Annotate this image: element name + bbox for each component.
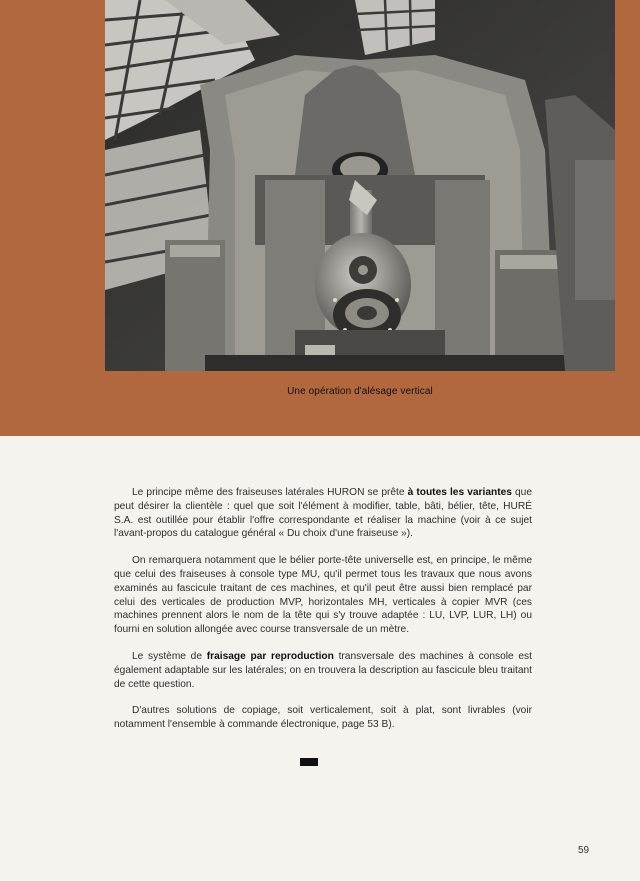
paragraph-2	[114, 554, 532, 637]
paragraph-3	[114, 650, 532, 691]
article-body	[114, 486, 532, 745]
paragraph-text: Le système de	[132, 650, 207, 662]
page-number: 59	[578, 845, 590, 856]
bold-phrase: fraisage par reproduction	[206, 650, 334, 662]
paragraph-text: Le principe même des fraiseuses latérales HURON se prête	[132, 487, 408, 498]
photo-caption: Une opération d'alésage vertical	[287, 386, 433, 397]
bold-phrase: à toutes les variantes	[407, 487, 512, 498]
paragraph-text: D'autres solutions de copiage, soit verticalement, soit à plat, sont livrables (voir notamment l'ensemble à commande électronique, page 53 B).	[114, 705, 532, 731]
boring-operation-illustration	[105, 0, 615, 371]
paragraph-4	[114, 704, 532, 732]
paragraph-text: que peut désirer la clientèle : quel que soit l'élément à modifier, table, bâti, bélier, tête, HURÉ S.A. est outillée pour établir l'offre correspondante et réaliser la machine (voir à ce sujet l'avant-propos du catalogue général « Du choix d'une fraiseuse »).	[114, 487, 533, 540]
paragraph-text: transversale des machines à console est également adaptable sur les latérales; on en trouvera la description au fascicule bleu traitant de cette question.	[114, 650, 532, 690]
machine-photo	[105, 0, 615, 371]
section-end-mark	[300, 758, 318, 766]
paragraph-text: On remarquera notamment que le bélier porte-tête universelle est, en principe, le même que celui des fraiseuses à console type MU, qu'il permet tous les travaux que nous avons examinés au fascicule traitant de ces machines, et qu'il peut être aussi bien remplacé par celui des verticales de production MVP, horizontales MH, verticales à copier MVR (ces machines prennent alors le nom de la tête qui s'y trouve adaptée : LU, LVP, LUR, LH) ou fourni en solution allongée avec course transversale de un mètre.	[114, 555, 532, 636]
paragraph-1	[114, 486, 532, 541]
